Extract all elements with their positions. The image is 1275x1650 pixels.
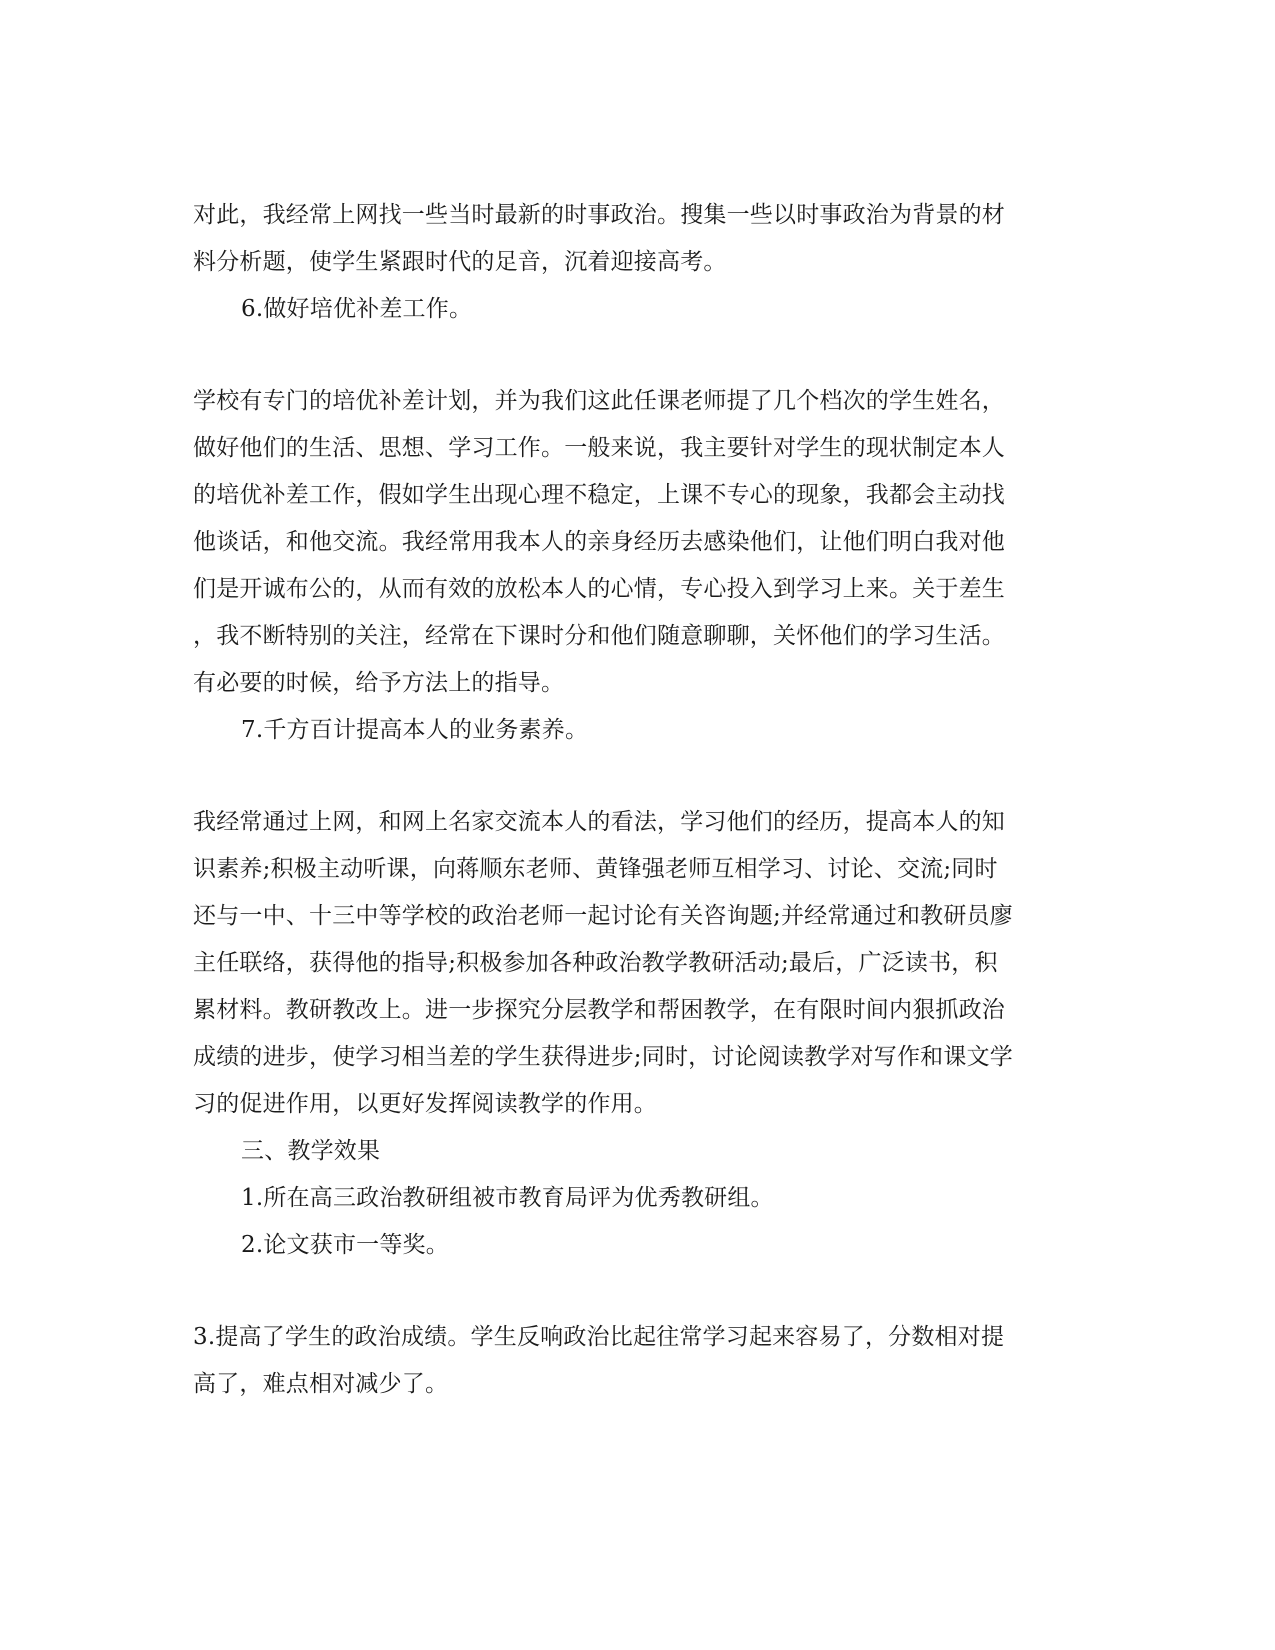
section-heading: 6.做好培优补差工作。 [241,296,473,322]
paragraph-line: 成绩的进步，使学习相当差的学生获得进步;同时，讨论阅读教学对写作和课文学 [193,1044,1013,1070]
paragraph-line: 识素养;积极主动听课，向蒋顺东老师、黄锋强老师互相学习、讨论、交流;同时 [193,856,998,882]
paragraph-line: 主任联络，获得他的指导;积极参加各种政治教学教研活动;最后，广泛读书，积 [193,950,998,976]
list-item: 2.论文获市一等奖。 [241,1232,449,1258]
paragraph-line: 累材料。教研教改上。进一步探究分层教学和帮困教学，在有限时间内狠抓政治 [193,997,1005,1023]
paragraph-line: 的培优补差工作，假如学生出现心理不稳定，上课不专心的现象，我都会主动找 [193,482,1005,508]
paragraph-line: 们是开诚布公的，从而有效的放松本人的心情，专心投入到学习上来。关于差生 [193,576,1005,602]
paragraph-line: 有必要的时候，给予方法上的指导。 [193,670,565,696]
paragraph-line: 做好他们的生活、思想、学习工作。一般来说，我主要针对学生的现状制定本人 [193,435,1005,461]
paragraph-line: ，我不断特别的关注，经常在下课时分和他们随意聊聊，关怀他们的学习生活。 [193,623,1005,649]
list-item: 1.所在高三政治教研组被市教育局评为优秀教研组。 [241,1185,774,1211]
paragraph-line: 对此，我经常上网找一些当时最新的时事政治。搜集一些以时事政治为背景的材 [193,202,1005,228]
paragraph-line: 习的促进作用，以更好发挥阅读教学的作用。 [193,1091,657,1117]
paragraph-line: 还与一中、十三中等学校的政治老师一起讨论有关咨询题;并经常通过和教研员廖 [193,903,1013,929]
paragraph-line: 高了，难点相对减少了。 [193,1371,449,1397]
paragraph-line: 他谈话，和他交流。我经常用我本人的亲身经历去感染他们，让他们明白我对他 [193,529,1005,555]
section-heading: 三、教学效果 [241,1138,381,1164]
list-item: 3.提高了学生的政治成绩。学生反响政治比起往常学习起来容易了，分数相对提 [193,1324,1005,1350]
paragraph-line: 学校有专门的培优补差计划，并为我们这此任课老师提了几个档次的学生姓名， [193,388,1005,414]
paragraph-line: 料分析题，使学生紧跟时代的足音，沉着迎接高考。 [193,249,727,275]
paragraph-line: 我经常通过上网，和网上名家交流本人的看法，学习他们的经历，提高本人的知 [193,809,1005,835]
section-heading: 7.千方百计提高本人的业务素养。 [241,717,589,743]
